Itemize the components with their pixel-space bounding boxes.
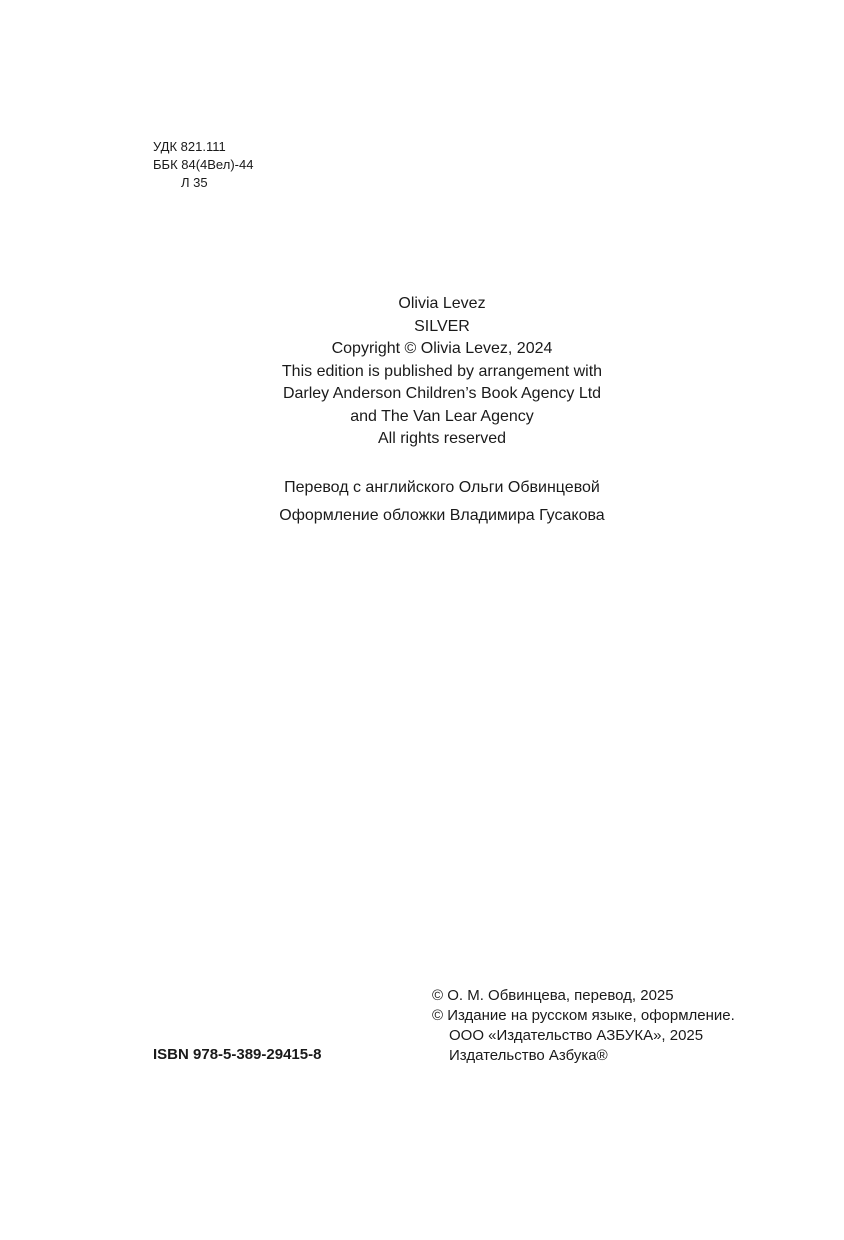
classification-block [153, 138, 253, 192]
cover-design-credit: Оформление обложки Владимира Гусакова [279, 507, 605, 524]
publisher-trademark: Издательство Азбука® [449, 1047, 608, 1064]
edition-line-2: Darley Anderson Children’s Book Agency Ltd [282, 385, 602, 402]
edition-line-3: and The Van Lear Agency [350, 407, 534, 425]
original-credits [222, 293, 662, 451]
translation-copyright: © О. М. Обвинцева, перевод, 2025 [432, 987, 674, 1004]
edition-copyright-line-2: ООО «Издательство АЗБУКА», 2025 [449, 1027, 704, 1044]
edition-line-1: This edition is published by arrangement with [281, 362, 603, 380]
author-mark: Л 35 [181, 175, 208, 190]
isbn: ISBN 978-5-389-29415-8 [153, 1046, 322, 1063]
translation-credits [222, 474, 662, 530]
rights-reserved: All rights reserved [377, 430, 507, 447]
copyright-line: Copyright © Olivia Levez, 2024 [331, 340, 553, 357]
edition-copyright-line-1: © Издание на русском языке, оформление. [432, 1007, 735, 1024]
udk-code: УДК 821.111 [153, 139, 226, 154]
translator-credit: Перевод с английского Ольги Обвинцевой [284, 479, 600, 496]
original-title: SILVER [414, 317, 470, 335]
bbk-code: ББК 84(4Вел)-44 [153, 157, 254, 172]
rights-block [432, 986, 735, 1066]
author-name: Olivia Levez [398, 295, 486, 312]
